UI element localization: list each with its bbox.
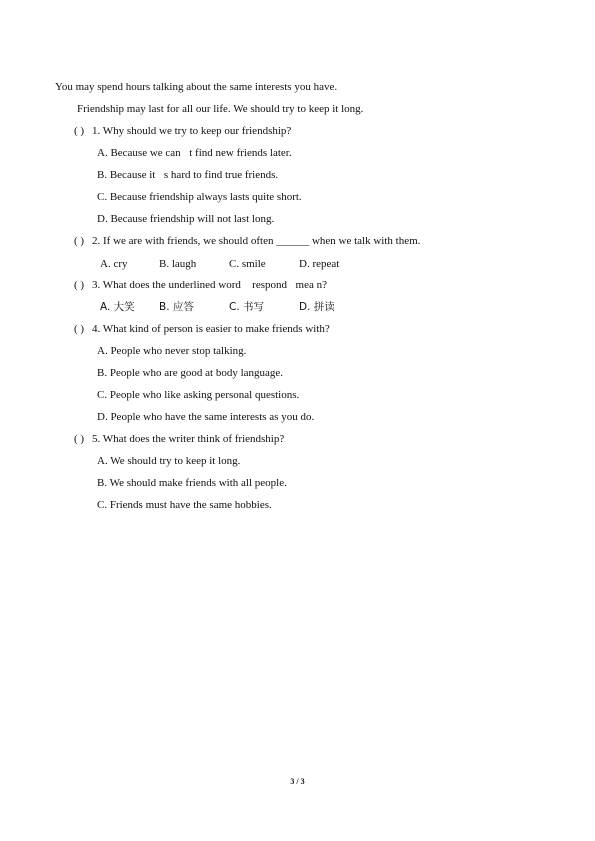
answer-blank-4: ( ) bbox=[74, 323, 85, 335]
question-2-options bbox=[100, 257, 339, 271]
question-2-option-d: D. repeat bbox=[299, 258, 340, 270]
question-3-option-c: C. 书写 bbox=[229, 301, 265, 313]
passage-line-2: Friendship may last for all our life. We should try to keep it long. bbox=[77, 103, 364, 115]
question-1-option-a: A. Because we can t find new friends later. bbox=[97, 147, 292, 159]
question-3-stem: 3. What does the underlined word  respond mea n? bbox=[92, 279, 328, 291]
answer-blank-2: ( ) bbox=[74, 235, 85, 247]
question-2-option-a: A. cry bbox=[100, 258, 128, 270]
question-3-option-d: D. 拼读 bbox=[299, 301, 335, 313]
question-3-option-a: A. 大笑 bbox=[100, 301, 135, 313]
question-1-stem: 1. Why should we try to keep our friendship? bbox=[92, 125, 292, 137]
question-5-option-c: C. Friends must have the same hobbies. bbox=[97, 499, 272, 511]
question-4-option-b: B. People who are good at body language. bbox=[97, 367, 284, 379]
question-3-options bbox=[100, 300, 335, 314]
question-1-option-d: D. Because friendship will not last long. bbox=[97, 213, 275, 225]
question-4-option-d: D. People who have the same interests as you do. bbox=[97, 411, 315, 423]
question-1-option-b: B. Because it s hard to find true friends. bbox=[97, 169, 279, 181]
question-1-option-c: C. Because friendship always lasts quite short. bbox=[97, 191, 302, 203]
question-4-stem: 4. What kind of person is easier to make friends with? bbox=[92, 323, 330, 335]
question-2-option-b: B. laugh bbox=[159, 258, 197, 270]
question-3-option-b: B. 应答 bbox=[159, 301, 194, 313]
answer-blank-3: ( ) bbox=[74, 279, 85, 291]
question-4-option-a: A. People who never stop talking. bbox=[97, 345, 247, 357]
question-5-stem: 5. What does the writer think of friendship? bbox=[92, 433, 285, 445]
question-2-stem: 2. If we are with friends, we should often ______ when we talk with them. bbox=[92, 235, 421, 247]
answer-blank-1: ( ) bbox=[74, 125, 85, 137]
question-2-option-c: C. smile bbox=[229, 258, 266, 270]
question-4-option-c: C. People who like asking personal questions. bbox=[97, 389, 300, 401]
question-5-option-b: B. We should make friends with all people. bbox=[97, 477, 287, 489]
answer-blank-5: ( ) bbox=[74, 433, 85, 445]
passage-line-1: You may spend hours talking about the same interests you have. bbox=[55, 81, 338, 93]
page-number: 3 / 3 bbox=[290, 777, 305, 786]
question-5-option-a: A. We should try to keep it long. bbox=[97, 455, 241, 467]
